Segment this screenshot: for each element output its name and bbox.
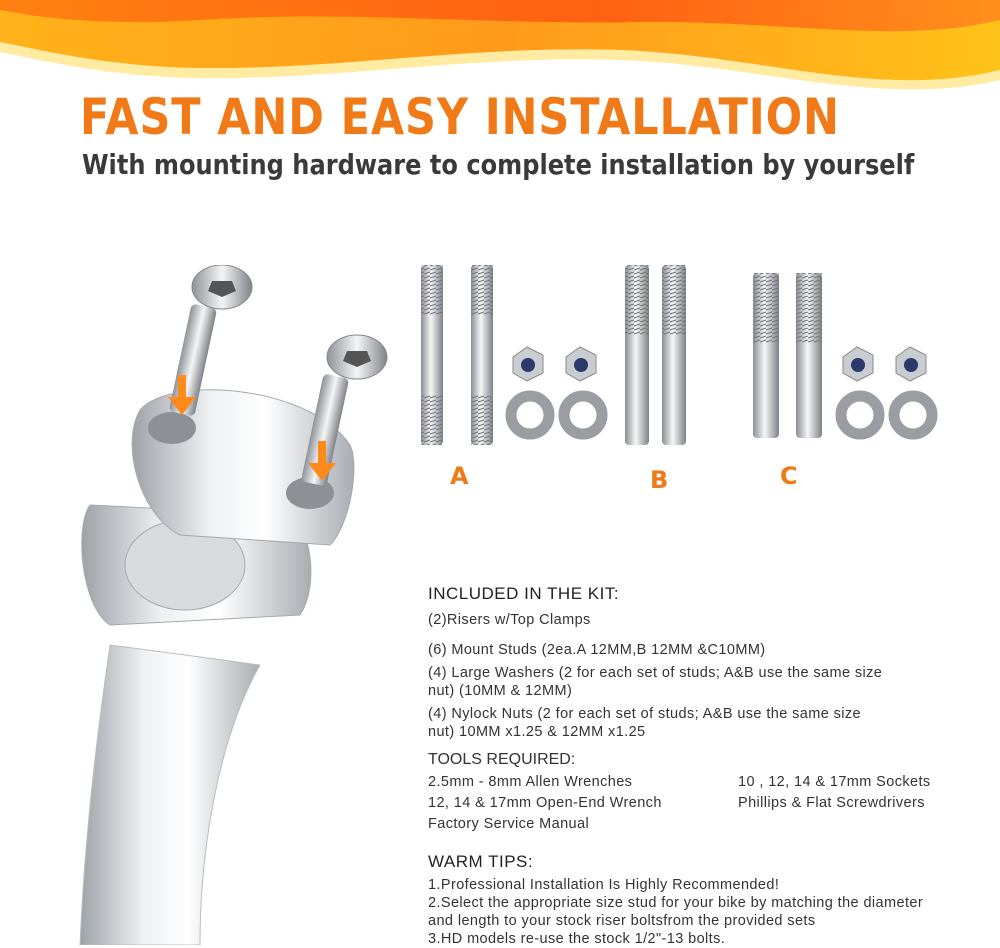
set-label-b: B <box>650 466 669 494</box>
hardware-image <box>400 255 960 495</box>
stud-set-b <box>625 265 686 445</box>
tool-item: 12, 14 & 17mm Open-End Wrench <box>428 795 662 811</box>
kit-item: (4) Nylock Nuts (2 for each set of studs; A&B use the same size nut) 10MM x1.25 & 12MM x1.25 <box>428 706 861 740</box>
page-title: FAST AND EASY INSTALLATION <box>80 88 840 146</box>
tip-item: 2.Select the appropriate size stud for your bike by matching the diameter and length to your stock riser boltsfrom the provided sets <box>428 895 924 929</box>
tools-section <box>428 773 968 836</box>
tool-item: 10 , 12, 14 & 17mm Sockets <box>738 774 931 790</box>
kit-section <box>428 584 968 749</box>
riser-image <box>60 265 420 945</box>
tip-item: 3.HD models re-use the stock 1/2"-13 bolts. <box>428 931 726 947</box>
set-label-a: A <box>450 462 469 490</box>
kit-item: (4) Large Washers (2 for each set of studs; A&B use the same size nut) (10MM & 12MM) <box>428 665 883 699</box>
tips-heading: WARM TIPS: <box>428 852 534 871</box>
tool-item: Phillips & Flat Screwdrivers <box>738 795 925 811</box>
stud-set-a <box>421 265 602 445</box>
tip-item: 1.Professional Installation Is Highly Recommended! <box>428 877 780 893</box>
kit-item: (2)Risers w/Top Clamps <box>428 612 591 628</box>
set-label-c: C <box>780 462 798 490</box>
page-subtitle: With mounting hardware to complete installation by yourself <box>82 148 915 181</box>
tool-item: 2.5mm - 8mm Allen Wrenches <box>428 774 633 790</box>
kit-item: (6) Mount Studs (2ea.A 12MM,B 12MM &C10MM) <box>428 642 766 658</box>
tool-item: Factory Service Manual <box>428 816 590 832</box>
kit-heading: INCLUDED IN THE KIT: <box>428 584 620 603</box>
stud-set-c <box>753 273 932 438</box>
tools-heading: TOOLS REQUIRED: <box>428 751 576 768</box>
tips-section <box>428 852 968 948</box>
